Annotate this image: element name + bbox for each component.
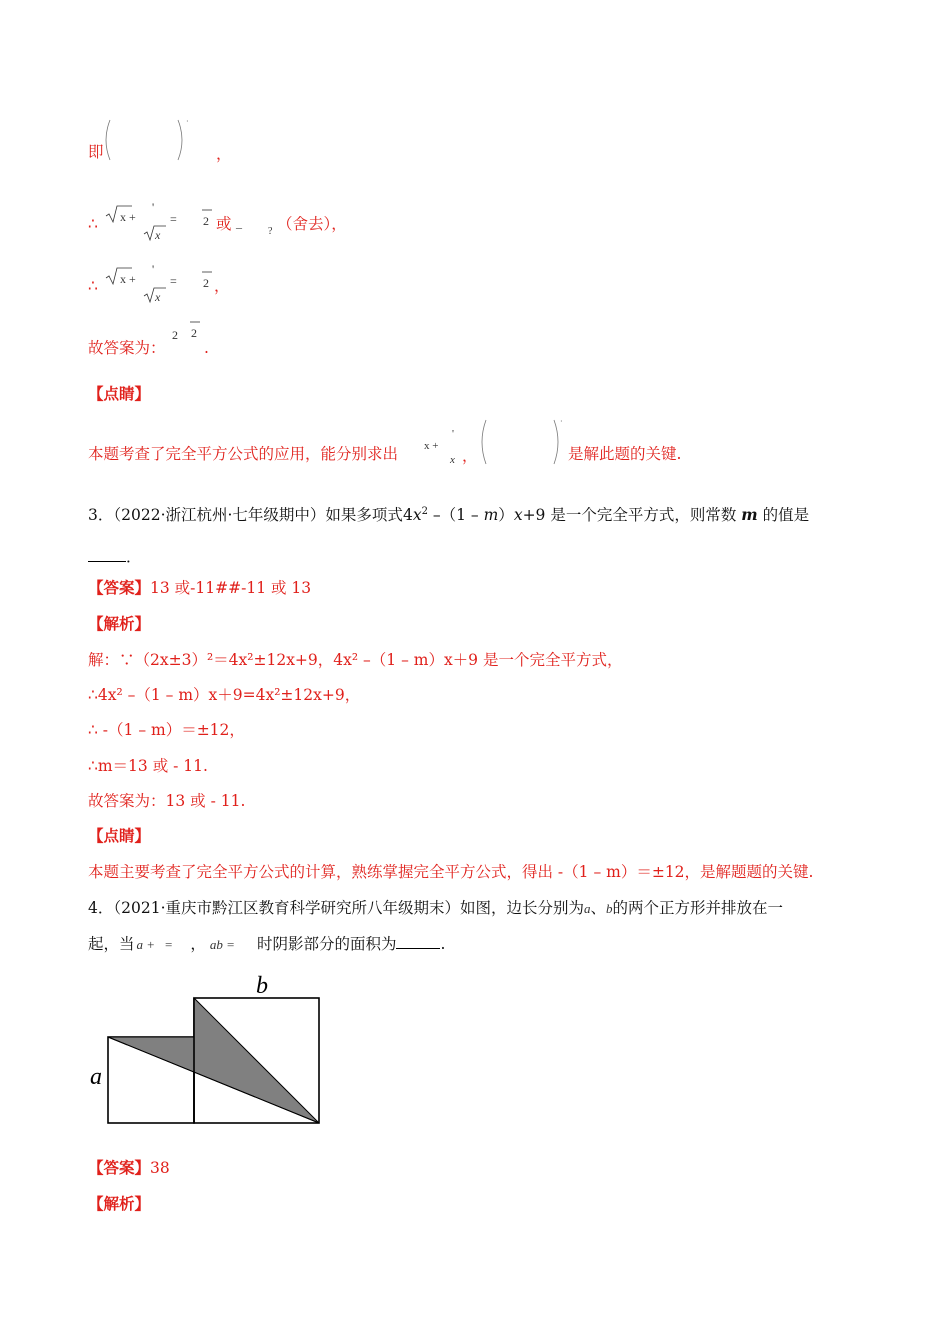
discard-text: （舍去）， bbox=[277, 215, 347, 233]
q4-number: 4． bbox=[88, 899, 114, 917]
q4-eq: = bbox=[165, 937, 173, 952]
frac-denom-1: x bbox=[155, 228, 161, 242]
q3-number: 3． bbox=[88, 506, 114, 524]
q3-source: （2022·浙江杭州·七年级期中）如果多项式 bbox=[113, 506, 403, 524]
q3-dianjing-heading: 【点睛】 bbox=[88, 826, 151, 845]
q3-blank-line bbox=[88, 547, 142, 567]
answer-line-1 bbox=[88, 338, 166, 358]
comment-paren-expression bbox=[476, 418, 566, 466]
therefore-symbol-2: ∴ bbox=[88, 277, 98, 295]
q3-poly-m: m bbox=[483, 506, 499, 524]
q3-poly-x: x bbox=[513, 506, 523, 524]
q3-jiexi-heading: 【解析】 bbox=[88, 614, 151, 633]
q3-comment: 本题主要考查了完全平方公式的计算，熟练掌握完全平方公式，得出 -（1 – m）＝±12，是解题题的关键. bbox=[88, 863, 814, 881]
q3-statement bbox=[88, 505, 809, 525]
frac-numer-1: ' bbox=[152, 200, 155, 214]
q4-answer-label: 【答案】 bbox=[88, 1158, 151, 1177]
label-a: a bbox=[90, 1064, 102, 1090]
q4-var-b: b bbox=[606, 901, 613, 916]
neg-mark: _ bbox=[236, 216, 242, 230]
q4-var-a: a bbox=[584, 901, 591, 916]
q3-poly-rest-b: ） bbox=[498, 506, 514, 524]
q3-poly-exp: 2 bbox=[421, 505, 428, 517]
q3-m-word: m bbox=[741, 505, 758, 524]
q4-text2-end: 时阴影部分的面积为 bbox=[256, 935, 397, 953]
comma-2: ， bbox=[214, 277, 230, 295]
q3-step-4: ∴m＝13 或 - 11. bbox=[88, 757, 208, 775]
q3-answer-blank[interactable] bbox=[88, 547, 126, 562]
q3-poly-rest-c: +9 是一个完全平方式，则常数 bbox=[522, 506, 742, 524]
comment-sep: ， bbox=[462, 447, 478, 465]
q4-text1: （2021·重庆市黔江区教育科学研究所八年级期末）如图，边长分别为 bbox=[113, 899, 585, 917]
eq-sign-1: = bbox=[170, 212, 177, 226]
answer-prefix-1: 故答案为： bbox=[88, 339, 166, 357]
comment-frac-denom: x bbox=[450, 454, 455, 466]
therefore-symbol: ∴ bbox=[88, 215, 98, 233]
q3-poly-var: x bbox=[412, 506, 422, 524]
answer-val-a: 2 bbox=[172, 328, 178, 342]
comment-prefix: 本题考查了完全平方公式的应用，能分别求出 bbox=[88, 445, 399, 463]
label-b: b bbox=[256, 973, 268, 999]
ji-paren-expression bbox=[100, 118, 195, 162]
q3-step-1: 解：∵（2x±3）²＝4x²±12x+9，4x² –（1 – m）x＋9 是一个完全平方式， bbox=[88, 651, 623, 669]
ji-label: 即 bbox=[88, 143, 104, 161]
dianjing-heading-1: 【点睛】 bbox=[88, 384, 151, 403]
q3-answer-text: 13 或-11##-11 或 13 bbox=[150, 579, 312, 597]
q3-poly-coef: 4 bbox=[402, 506, 413, 524]
sqrt-x-plus-2: x + bbox=[120, 272, 136, 286]
frac-numer-2: ' bbox=[152, 262, 155, 276]
q4-text2-start: 起，当 bbox=[88, 935, 135, 953]
comment-suffix: 是解此题的关键. bbox=[568, 445, 682, 463]
q3-answer-line bbox=[88, 578, 311, 598]
q4-jiexi-heading: 【解析】 bbox=[88, 1194, 151, 1213]
comment-line-1 bbox=[88, 444, 398, 464]
q3-step-2: ∴4x² –（1 – m）x＋9=4x²±12x+9， bbox=[88, 686, 361, 704]
or-word: 或 bbox=[216, 215, 232, 233]
comment-frac-numer: ' bbox=[452, 428, 454, 440]
q3-blank-dot: ． bbox=[126, 548, 142, 566]
q4-answer-blank[interactable] bbox=[396, 934, 440, 949]
q3-step-5: 故答案为：13 或 - 11. bbox=[88, 792, 246, 810]
q4-a-plus: a + bbox=[136, 937, 156, 952]
q4-statement-line-2 bbox=[88, 934, 445, 955]
comment-x-plus: x + bbox=[424, 440, 439, 452]
sqrt2-val-2: 2 bbox=[203, 276, 209, 290]
ji-comma: ， bbox=[216, 145, 232, 163]
q4-comma: ， bbox=[190, 935, 206, 953]
svg-text:·: · bbox=[560, 418, 563, 426]
therefore-line-2 bbox=[88, 276, 98, 296]
frac-denom-2: x bbox=[155, 290, 161, 304]
q3-tail: 的值是 bbox=[757, 506, 810, 524]
q3-step-3: ∴ -（1 – m）＝±12， bbox=[88, 721, 245, 739]
q4-ab: ab = bbox=[209, 937, 235, 952]
q4-sep: 、 bbox=[590, 899, 607, 917]
sqrt-x-plus: x + bbox=[120, 210, 136, 224]
q4-statement-line-1 bbox=[88, 898, 783, 919]
svg-text:·: · bbox=[186, 118, 189, 126]
q3-answer-label: 【答案】 bbox=[88, 578, 151, 597]
answer-val-b: 2 bbox=[191, 326, 197, 340]
q4-period: . bbox=[440, 935, 446, 953]
q4-text1-end: 的两个正方形并排放在一 bbox=[612, 899, 784, 917]
answer-dot: . bbox=[204, 339, 209, 357]
q4-figure bbox=[80, 970, 340, 1130]
therefore-line-1 bbox=[88, 214, 98, 234]
q3-poly-rest-a: –（1 – bbox=[427, 506, 484, 524]
shaded-region bbox=[108, 998, 319, 1123]
eq-sign-2: = bbox=[170, 274, 177, 288]
q-mark: ? bbox=[268, 226, 273, 237]
q4-answer-line bbox=[88, 1158, 170, 1178]
sqrt2-val: 2 bbox=[203, 214, 209, 228]
q4-answer-val: 38 bbox=[150, 1159, 170, 1177]
